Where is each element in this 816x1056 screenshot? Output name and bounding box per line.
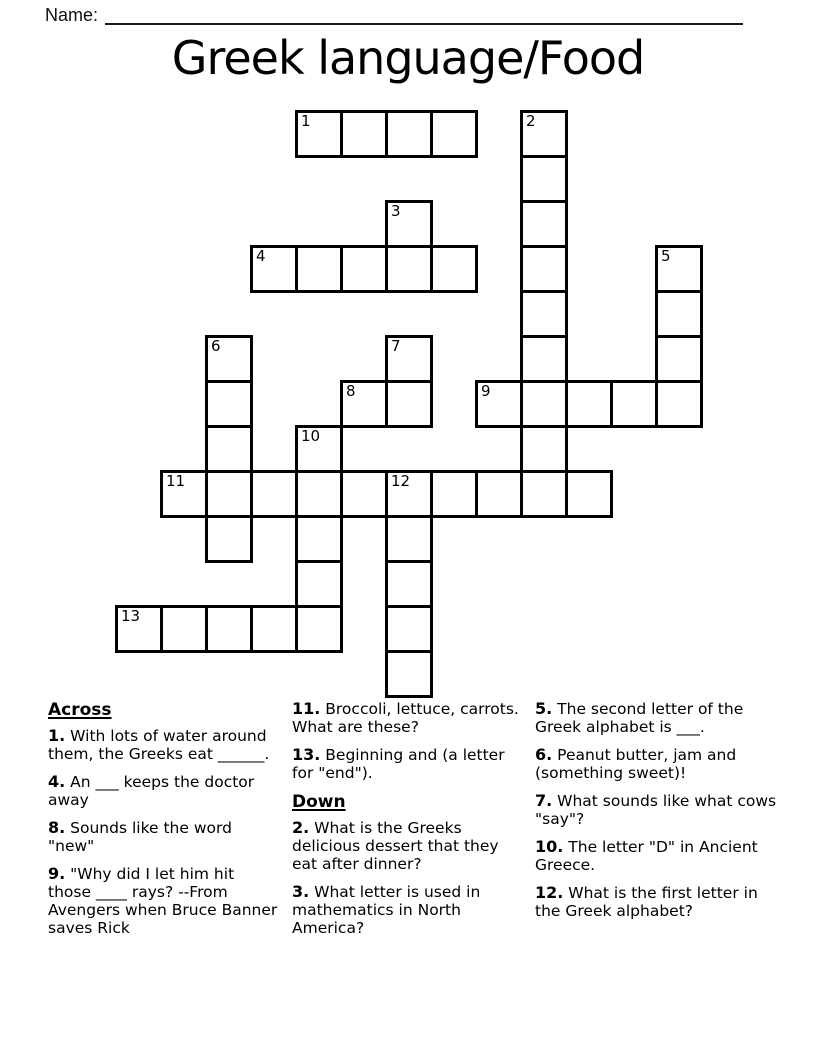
clue-number-13: 13. [292,745,321,764]
grid-number-9: 9 [481,382,491,400]
grid-cell-r6c6[interactable] [385,380,433,428]
grid-cell-r4c9[interactable] [520,290,568,338]
clue-number-3: 3. [292,882,310,901]
grid-cell-r11c4[interactable] [295,605,343,653]
clue-7: 7. What sounds like what cows "say"? [535,791,777,828]
grid-cell-r6c8[interactable] [475,380,523,428]
clue-13: 13. Beginning and (a letter for "end"). [292,745,505,782]
grid-cell-r6c5[interactable] [340,380,388,428]
clue-number-2: 2. [292,818,310,837]
grid-cell-r8c4[interactable] [295,470,343,518]
grid-number-6: 6 [211,337,221,355]
grid-cell-r10c6[interactable] [385,560,433,608]
clue-number-11: 11. [292,699,321,718]
grid-cell-r6c2[interactable] [205,380,253,428]
clues-header-down: Down [292,792,346,812]
grid-number-4: 4 [256,247,266,265]
grid-cell-r3c4[interactable] [295,245,343,293]
grid-cell-r6c11[interactable] [610,380,658,428]
name-row [45,5,743,25]
grid-cell-r3c6[interactable] [385,245,433,293]
grid-cell-r1c9[interactable] [520,155,568,203]
grid-cell-r5c9[interactable] [520,335,568,383]
page-title: Greek language/Food [171,31,645,85]
grid-cell-r2c6[interactable] [385,200,433,248]
grid-cell-r0c9[interactable] [520,110,568,158]
clue-number-6: 6. [535,745,553,764]
grid-cell-r8c2[interactable] [205,470,253,518]
grid-cell-r8c5[interactable] [340,470,388,518]
clue-5: 5. The second letter of the Greek alphabet is ___. [535,699,744,736]
grid-cell-r12c6[interactable] [385,650,433,698]
grid-number-2: 2 [526,112,536,130]
grid-cell-r0c7[interactable] [430,110,478,158]
grid-number-12: 12 [391,472,411,490]
clue-12: 12. What is the first letter in the Greek alphabet? [535,883,758,920]
clue-10: 10. The letter "D" in Ancient Greece. [535,837,758,874]
clue-3: 3. What letter is used in mathematics in North America? [292,882,481,937]
grid-cell-r3c9[interactable] [520,245,568,293]
name-blank-line[interactable] [105,6,743,25]
grid-cell-r8c9[interactable] [520,470,568,518]
clue-4: 4. An ___ keeps the doctor away [48,772,255,809]
clue-2: 2. What is the Greeks delicious dessert that they eat after dinner? [292,818,499,873]
grid-cell-r8c6[interactable] [385,470,433,518]
grid-cell-r5c6[interactable] [385,335,433,383]
grid-cell-r0c5[interactable] [340,110,388,158]
clues-header-across: Across [48,700,112,720]
clue-number-7: 7. [535,791,553,810]
grid-cell-r4c12[interactable] [655,290,703,338]
grid-number-7: 7 [391,337,401,355]
grid-cell-r11c1[interactable] [160,605,208,653]
clue-number-12: 12. [535,883,564,902]
clue-column-3 [535,700,779,930]
grid-cell-r11c6[interactable] [385,605,433,653]
grid-cell-r7c2[interactable] [205,425,253,473]
grid-number-11: 11 [166,472,186,490]
clue-number-8: 8. [48,818,66,837]
clue-8: 8. Sounds like the word "new" [48,818,232,855]
grid-cell-r5c2[interactable] [205,335,253,383]
grid-cell-r11c0[interactable] [115,605,163,653]
grid-cell-r10c4[interactable] [295,560,343,608]
grid-cell-r5c12[interactable] [655,335,703,383]
grid-cell-r6c10[interactable] [565,380,613,428]
grid-cell-r0c6[interactable] [385,110,433,158]
grid-number-5: 5 [661,247,671,265]
grid-cell-r9c4[interactable] [295,515,343,563]
grid-cell-r8c8[interactable] [475,470,523,518]
grid-number-13: 13 [121,607,141,625]
clue-number-5: 5. [535,699,553,718]
clue-9: 9. "Why did I let him hit those ____ rays? --From Avengers when Bruce Banner saves Rick [48,864,278,937]
grid-cell-r11c2[interactable] [205,605,253,653]
clue-1: 1. With lots of water around them, the Greeks eat ______. [48,726,270,763]
grid-cell-r8c7[interactable] [430,470,478,518]
grid-cell-r11c3[interactable] [250,605,298,653]
grid-cell-r9c2[interactable] [205,515,253,563]
grid-cell-r8c1[interactable] [160,470,208,518]
grid-cell-r6c9[interactable] [520,380,568,428]
grid-cell-r0c4[interactable] [295,110,343,158]
grid-cell-r3c5[interactable] [340,245,388,293]
name-label: Name: [45,5,99,25]
grid-cell-r9c6[interactable] [385,515,433,563]
clue-number-1: 1. [48,726,66,745]
grid-cell-r3c3[interactable] [250,245,298,293]
clue-11: 11. Broccoli, lettuce, carrots. What are these? [292,699,519,736]
clue-number-10: 10. [535,837,564,856]
clue-number-9: 9. [48,864,66,883]
grid-number-1: 1 [301,112,311,130]
grid-cell-r8c10[interactable] [565,470,613,518]
clue-6: 6. Peanut butter, jam and (something sweet)! [535,745,737,782]
grid-cell-r7c9[interactable] [520,425,568,473]
grid-cell-r2c9[interactable] [520,200,568,248]
clue-number-4: 4. [48,772,66,791]
grid-cell-r7c4[interactable] [295,425,343,473]
grid-cell-r3c7[interactable] [430,245,478,293]
clue-column-2 [292,700,522,947]
clue-column-1 [48,700,280,947]
grid-cell-r6c12[interactable] [655,380,703,428]
grid-number-8: 8 [346,382,356,400]
grid-cell-r3c12[interactable] [655,245,703,293]
grid-number-3: 3 [391,202,401,220]
grid-number-10: 10 [301,427,321,445]
grid-cell-r8c3[interactable] [250,470,298,518]
